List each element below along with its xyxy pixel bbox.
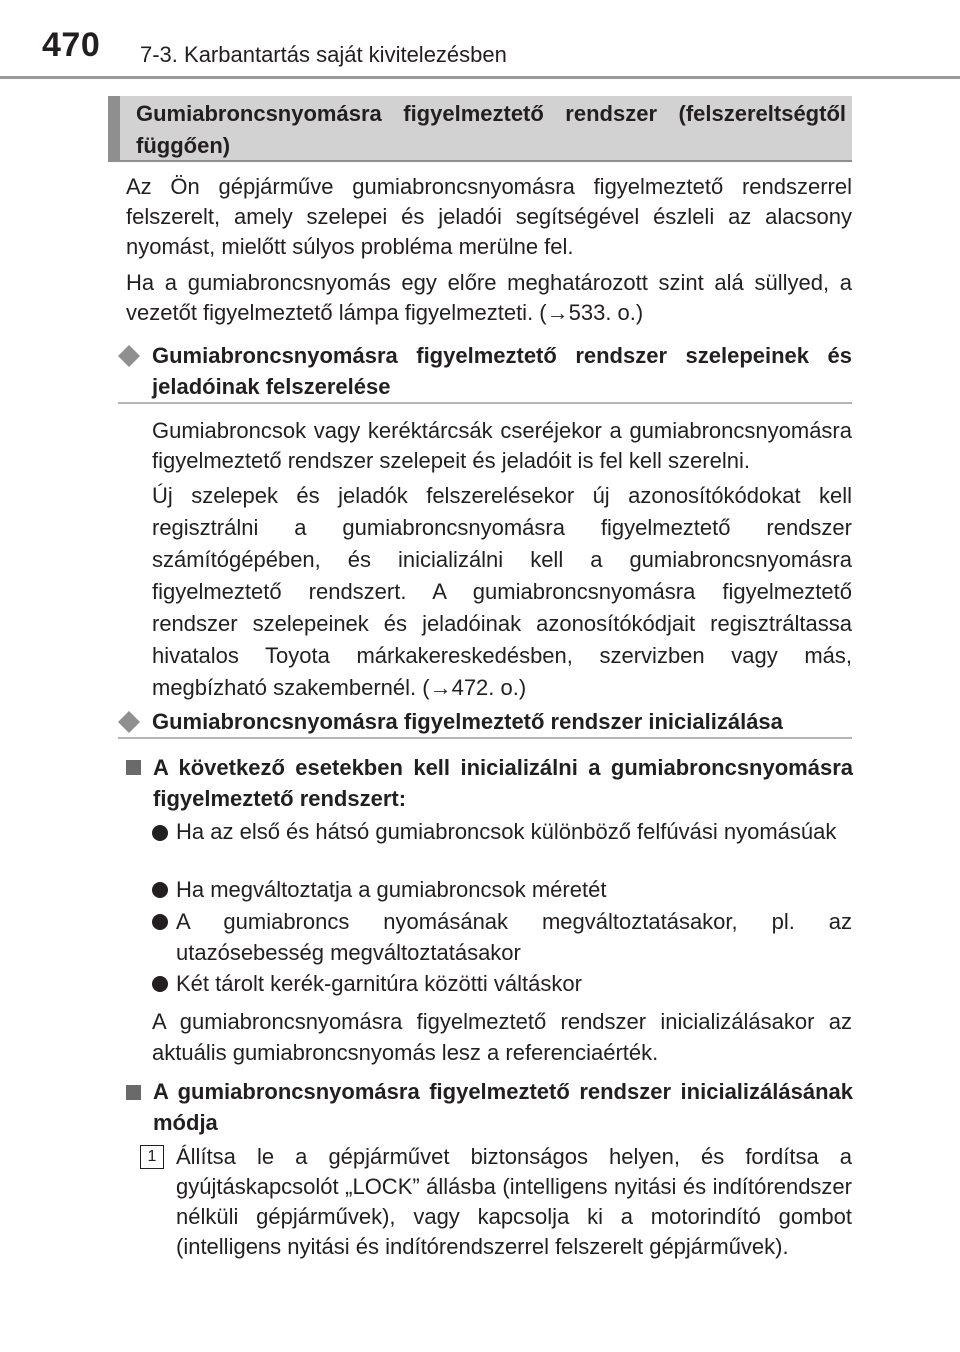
install-paragraph-1: Gumiabroncsok vagy keréktárcsák cseréjekor a gumiabroncsnyomásra figyelmeztető rendszer szelepeit és jeladóit is fel kell szerelni.: [152, 418, 852, 473]
bullet-icon: [152, 976, 168, 992]
list-item: Ha megváltoztatja a gumiabroncsok méretét: [176, 877, 607, 902]
step-1-text: Állítsa le a gépjárművet biztonságos helyen, és fordítsa a gyújtáskapcsolót „LOCK” állásba (intelligens nyitási és indítórendszer nélküli gépjárművek), vagy kapcsolja ki a motorindító gombot (intelligens nyitási és indítórendszerrel felszerelt gépjárművek).: [176, 1144, 852, 1259]
init-cases-title: A következő esetekben kell inicializálni a gumiabroncsnyomásra figyelmeztető rendszert:: [153, 755, 853, 811]
install-paragraph-2: Új szelepek és jeladók felszerelésekor új azonosítókódokat kell regisztrálni a gumiabroncsnyomásra figyelmeztető rendszer számítógépében, és inicializálni kell a gumiabroncsnyomásra figyelmeztető rendszert. A gumiabroncsnyomásra figyelmeztető rendszer szelepeinek és jeladóinak azonosítókódjait regisztráltassa hivatalos Toyota márkakereskedésben, szervizben vagy más, megbízható szakembernél. (→472. o.): [152, 483, 852, 700]
list-item: Ha az első és hátsó gumiabroncsok különböző felfúvási nyomásúak: [176, 819, 837, 844]
list-item: Két tárolt kerék-garnitúra közötti váltáskor: [176, 971, 582, 996]
list-item: A gumiabroncs nyomásának megváltoztatásakor, pl. az utazósebesség megváltoztatásakor: [176, 909, 852, 965]
intro-paragraph-2: Ha a gumiabroncsnyomás egy előre meghatározott szint alá süllyed, a vezetőt figyelmeztető lámpa figyelmezteti. (→533. o.): [126, 270, 852, 325]
subsection-title: Gumiabroncsnyomásra figyelmeztető rendszer inicializálása: [152, 709, 783, 734]
bullet-icon: [152, 825, 168, 841]
init-method-title: A gumiabroncsnyomásra figyelmeztető rendszer inicializálásának módja: [153, 1079, 853, 1135]
header-divider: [0, 76, 960, 79]
page-header: [0, 0, 960, 80]
square-bullet-icon: [126, 760, 141, 775]
intro-paragraph-1: Az Ön gépjárműve gumiabroncsnyomásra figyelmeztető rendszerrel felszerelt, amely szelepei és jeladói segítségével észleli az alacsony nyomást, mielőtt súlyos probléma merülne fel.: [126, 174, 852, 259]
square-bullet-icon: [126, 1085, 141, 1100]
section-title-box: [108, 96, 852, 162]
step-number-badge: 1: [140, 1145, 164, 1169]
bullet-icon: [152, 914, 168, 930]
init-note: A gumiabroncsnyomásra figyelmeztető rendszer inicializálásakor az aktuális gumiabroncsnyomás lesz a referenciaérték.: [152, 1009, 852, 1065]
diamond-icon: [118, 345, 140, 367]
subsection-title: Gumiabroncsnyomásra figyelmeztető rendszer szelepeinek és jeladóinak felszerelése: [152, 343, 852, 399]
bullet-icon: [152, 882, 168, 898]
page-number: 470: [42, 26, 101, 64]
chapter-title: 7-3. Karbantartás saját kivitelezésben: [140, 42, 507, 67]
subsection-divider: [118, 737, 852, 739]
section-title: Gumiabroncsnyomásra figyelmeztető rendszer (felszereltségtől függően): [136, 101, 846, 158]
diamond-icon: [118, 711, 140, 733]
subsection-divider: [118, 402, 852, 404]
